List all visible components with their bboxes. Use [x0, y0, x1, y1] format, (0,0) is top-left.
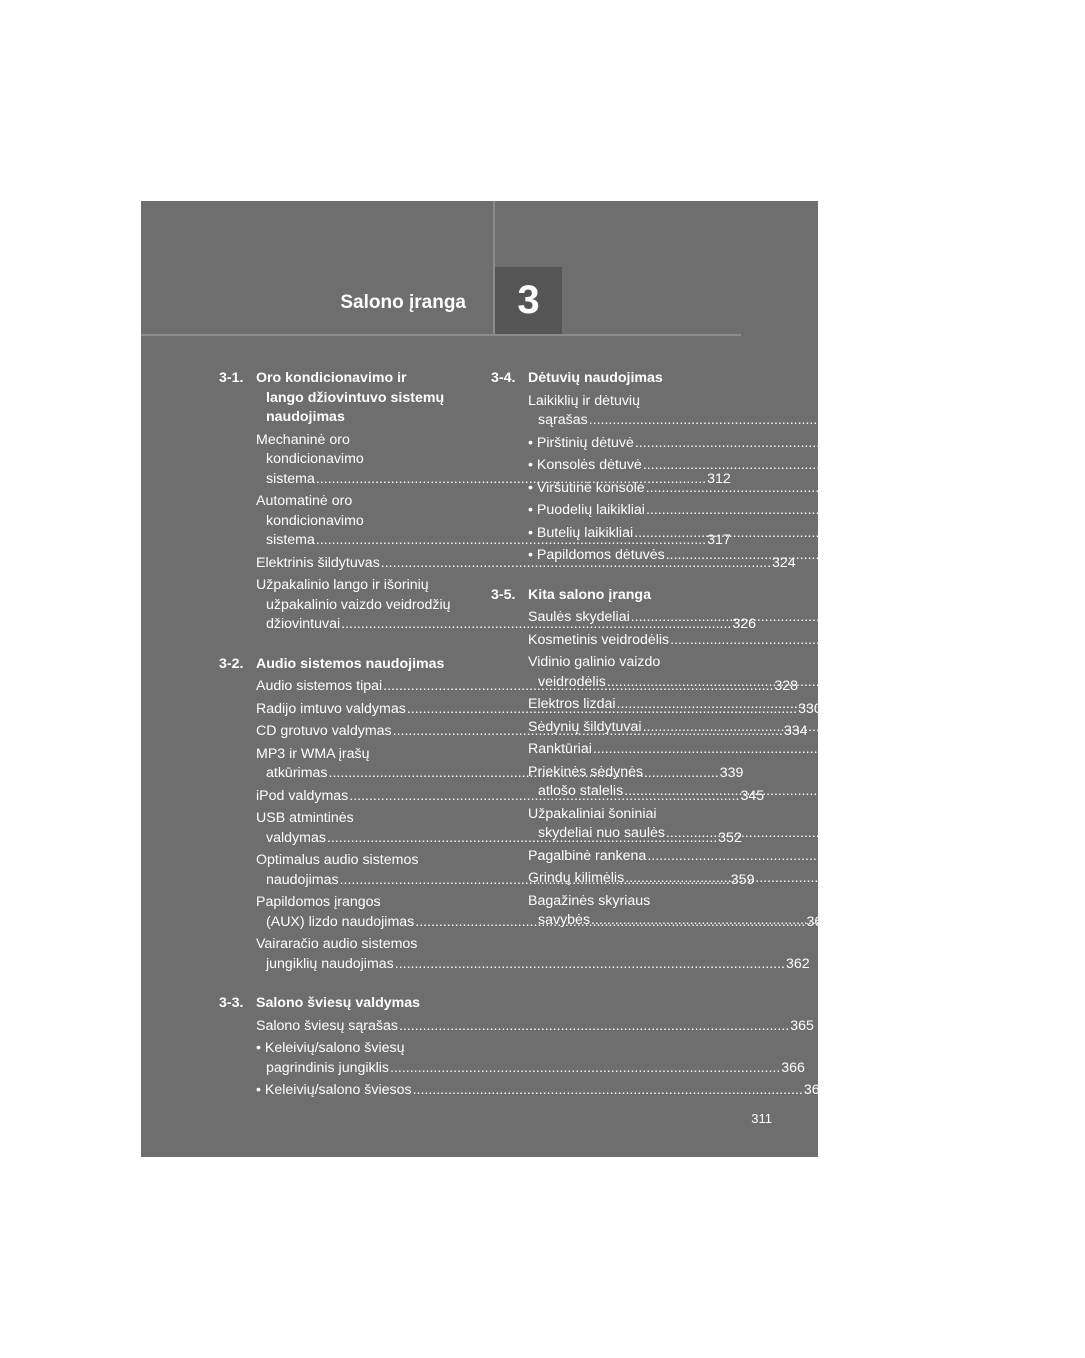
entry-text-line: Optimalus audio sistemos: [256, 852, 419, 868]
dot-leader: [635, 434, 1025, 454]
entry-text-line: • Keleivių/salono šviesų: [256, 1040, 405, 1056]
entry-text-line: • Pirštinių dėtuvė: [528, 434, 634, 451]
entry-text-line: atlošo stalelis: [538, 783, 624, 799]
toc-entry[interactable]: [528, 434, 1050, 454]
entry-text-line: • Keleivių/salono šviesos: [256, 1082, 412, 1098]
entry-text-line: savybės: [538, 912, 591, 928]
entry-page-number: 392: [982, 912, 1006, 928]
entry-page-number: 345: [740, 787, 765, 804]
toc-entry[interactable]: [256, 1081, 828, 1101]
entry-text-line: Salono šviesų sąrašas: [256, 1017, 398, 1034]
toc-entry[interactable]: [256, 1039, 805, 1078]
entry-page-number: 390: [1016, 870, 1041, 886]
dot-leader: [413, 1081, 803, 1101]
toc-entry[interactable]: [528, 524, 1050, 544]
dot-leader: [646, 479, 1036, 499]
dot-leader: [634, 524, 1024, 544]
section-heading: [219, 655, 467, 675]
section-heading: [219, 369, 467, 428]
entry-page-number: 378: [1021, 609, 1046, 625]
toc-section: [219, 994, 828, 1101]
section-number: 3-5.: [491, 586, 516, 603]
dot-leader: [624, 783, 1014, 799]
entry-page-number: 383: [1033, 718, 1058, 735]
entry-page-number: 379: [1061, 631, 1085, 648]
entry-text-line: • Butelių laikikliai: [528, 524, 634, 541]
chapter-number: 3: [517, 278, 540, 322]
entry-text-line: Saulės skydeliai: [528, 609, 630, 625]
entry-text-line: CD grotuvo valdymas: [256, 723, 392, 739]
section-number: 3-2.: [219, 655, 244, 672]
dot-leader: [399, 1017, 789, 1037]
section-heading: [491, 369, 740, 389]
section-entries: [256, 1017, 828, 1101]
entry-text-line: sistema: [266, 470, 315, 487]
entry-text-line: Priekinės sėdynės: [528, 763, 644, 780]
entry-page-number: 334: [783, 723, 808, 739]
section-title-line: Salono šviesų valdymas: [256, 995, 421, 1011]
toc-entry[interactable]: [528, 631, 1085, 651]
entry-row: [528, 847, 1063, 867]
entry-row: [256, 1059, 805, 1079]
dot-leader: [666, 825, 1056, 841]
entry-page-number: 372: [1036, 479, 1061, 496]
entry-text-line: Bagažinės skyriaus: [528, 892, 651, 909]
entry-row: [528, 524, 1050, 544]
entry-text-line: • Puodelių laikikliai: [528, 502, 645, 518]
page-number: 311: [751, 1111, 772, 1126]
entry-row: [256, 955, 810, 975]
dot-leader: [625, 869, 1015, 889]
entry-text-line: USB atmintinės: [256, 810, 354, 826]
entry-text-line: Užpakalinio lango ir išorinių: [256, 577, 429, 593]
section-title: [256, 655, 467, 675]
entry-text-line: užpakalinio vaizdo veidrodžių: [266, 596, 451, 613]
toc-entry[interactable]: [528, 501, 1061, 521]
dot-leader: [670, 631, 1060, 651]
entry-row: [528, 411, 1004, 431]
chapter-number-badge: [495, 267, 562, 334]
entry-text-line: Elektrinis šildytuvas: [256, 554, 380, 571]
entry-page-number: 370: [1026, 434, 1050, 451]
toc-entry[interactable]: [256, 935, 810, 974]
entry-text-line: Pagalbinė rankena: [528, 847, 647, 864]
entry-text-line: Radijo imtuvo valdymas: [256, 700, 406, 717]
entry-page-number: 375: [1056, 547, 1081, 563]
entry-text-line: džiovintuvai: [266, 616, 341, 632]
section-title-line: Dėtuvių naudojimas: [528, 370, 663, 386]
dot-leader: [643, 456, 1033, 476]
entry-text-line: Laikiklių ir dėtuvių: [528, 392, 640, 409]
entry-text-line: sąrašas: [538, 412, 588, 428]
entry-text-line: Vidinio galinio vaizdo: [528, 654, 661, 670]
section-title-line: Audio sistemos naudojimas: [256, 655, 445, 672]
entry-page-number: 359: [730, 871, 755, 888]
entry-page-number: 388: [1057, 825, 1081, 841]
section-title-line: Kita salono įranga: [528, 586, 651, 603]
entry-page-number: 369: [979, 412, 1004, 428]
chapter-title: Salono įranga: [340, 292, 466, 313]
entry-text-line: • Papildomos dėtuvės: [528, 547, 665, 563]
entry-text-line: sistema: [266, 532, 315, 548]
entry-text-line: pagrindinis jungiklis: [266, 1059, 390, 1076]
entry-text-line: Automatinė oro: [256, 493, 353, 509]
entry-page-number: 380: [998, 673, 1022, 690]
entry-page-number: 381: [1007, 696, 1032, 712]
dot-leader: [617, 695, 1007, 715]
section-title-line: lango džiovintuvo sistemų: [266, 389, 445, 406]
entry-row: [528, 456, 1058, 476]
entry-text-line: Grindų kilimėlis: [528, 870, 625, 886]
entry-row: [528, 824, 1081, 844]
dot-leader: [593, 740, 983, 760]
dot-leader: [589, 412, 979, 428]
entry-text-line: Užpakaliniai šoniniai: [528, 805, 657, 822]
section-title: [256, 369, 467, 428]
entry-text-line: iPod valdymas: [256, 787, 349, 804]
section-heading: [491, 586, 740, 606]
entry-page-number: 362: [786, 955, 810, 972]
dot-leader: [666, 546, 1056, 566]
entry-text-line: jungiklių naudojimas: [266, 955, 394, 972]
dot-leader: [631, 608, 1021, 628]
dot-leader: [395, 956, 785, 972]
section-title: [256, 994, 467, 1014]
entry-row: [528, 631, 1085, 651]
entry-page-number: 374: [1025, 524, 1050, 541]
entry-text-line: Sėdynių šildytuvai: [528, 718, 642, 735]
entry-text-line: atkūrimas: [266, 765, 328, 781]
toc-entry[interactable]: [528, 479, 1061, 499]
entry-text-line: kondicionavimo: [266, 451, 364, 467]
toc-entry[interactable]: [528, 392, 1004, 431]
entry-page-number: 367: [803, 1082, 828, 1098]
entry-row: [528, 434, 1050, 454]
entry-text-line: Elektros lizdai: [528, 696, 616, 712]
entry-page-number: 385: [984, 741, 1008, 757]
entry-text-line: skydeliai nuo saulės: [538, 825, 665, 841]
entry-page-number: 326: [732, 616, 757, 632]
toc-entry[interactable]: [256, 1017, 814, 1037]
entry-page-number: 389: [1038, 847, 1063, 864]
entry-row: [256, 1017, 814, 1037]
dot-leader: [591, 912, 981, 928]
entry-page-number: 312: [707, 470, 731, 487]
entry-text-line: Audio sistemos tipai: [256, 678, 383, 694]
dot-leader: [643, 718, 1033, 738]
entry-text-line: Vairaračio audio sistemos: [256, 936, 418, 952]
section-title-line: naudojimas: [266, 409, 345, 425]
toc-entry[interactable]: [528, 805, 1081, 844]
entry-text-line: MP3 ir WMA įrašų: [256, 745, 370, 762]
entry-row: [528, 501, 1061, 521]
toc-entry[interactable]: [528, 847, 1063, 867]
entry-text-line: kondicionavimo: [266, 512, 364, 529]
section-title-line: Oro kondicionavimo ir: [256, 370, 407, 386]
entry-page-number: 361: [806, 913, 831, 930]
entry-page-number: 373: [1037, 502, 1061, 518]
section-number: 3-3.: [219, 995, 244, 1011]
header-divider: [141, 334, 741, 336]
entry-text-line: valdymas: [266, 829, 326, 846]
section-heading: [219, 994, 467, 1014]
entry-page-number: 339: [719, 765, 744, 781]
entry-row: [528, 740, 1008, 760]
entry-text-line: • Konsolės dėtuvė: [528, 457, 642, 473]
entry-page-number: 330: [798, 700, 822, 717]
dot-leader: [646, 501, 1036, 521]
entry-text-line: Papildomos įrangos: [256, 894, 381, 910]
entry-text-line: • Viršutinė konsolė: [528, 479, 645, 496]
entry-text-line: Kosmetinis veidrodėlis: [528, 631, 670, 648]
entry-row: [256, 1081, 828, 1101]
entry-text-line: Mechaninė oro: [256, 431, 350, 448]
section-title: [528, 586, 740, 606]
section-number: 3-4.: [491, 370, 516, 386]
entry-page-number: 352: [718, 829, 742, 846]
entry-page-number: 386: [1015, 783, 1040, 799]
entry-page-number: 324: [772, 554, 796, 571]
section-title: [528, 369, 740, 389]
section-number: 3-1.: [219, 370, 244, 386]
entry-text-line: Ranktūriai: [528, 741, 592, 757]
entry-row: [528, 479, 1061, 499]
entry-text-line: veidrodėlis: [538, 673, 606, 690]
entry-page-number: 317: [707, 532, 731, 548]
entry-page-number: 371: [1034, 457, 1058, 473]
entry-page-number: 328: [774, 678, 799, 694]
entry-page-number: 366: [781, 1059, 805, 1076]
entry-text-line: (AUX) lizdo naudojimas: [266, 913, 415, 930]
dot-leader: [607, 674, 997, 690]
toc-entry[interactable]: [528, 456, 1058, 476]
toc-entry[interactable]: [528, 740, 1008, 760]
entry-text-line: naudojimas: [266, 871, 339, 888]
entry-page-number: 365: [790, 1017, 814, 1034]
dot-leader: [647, 847, 1037, 867]
dot-leader: [390, 1060, 780, 1076]
